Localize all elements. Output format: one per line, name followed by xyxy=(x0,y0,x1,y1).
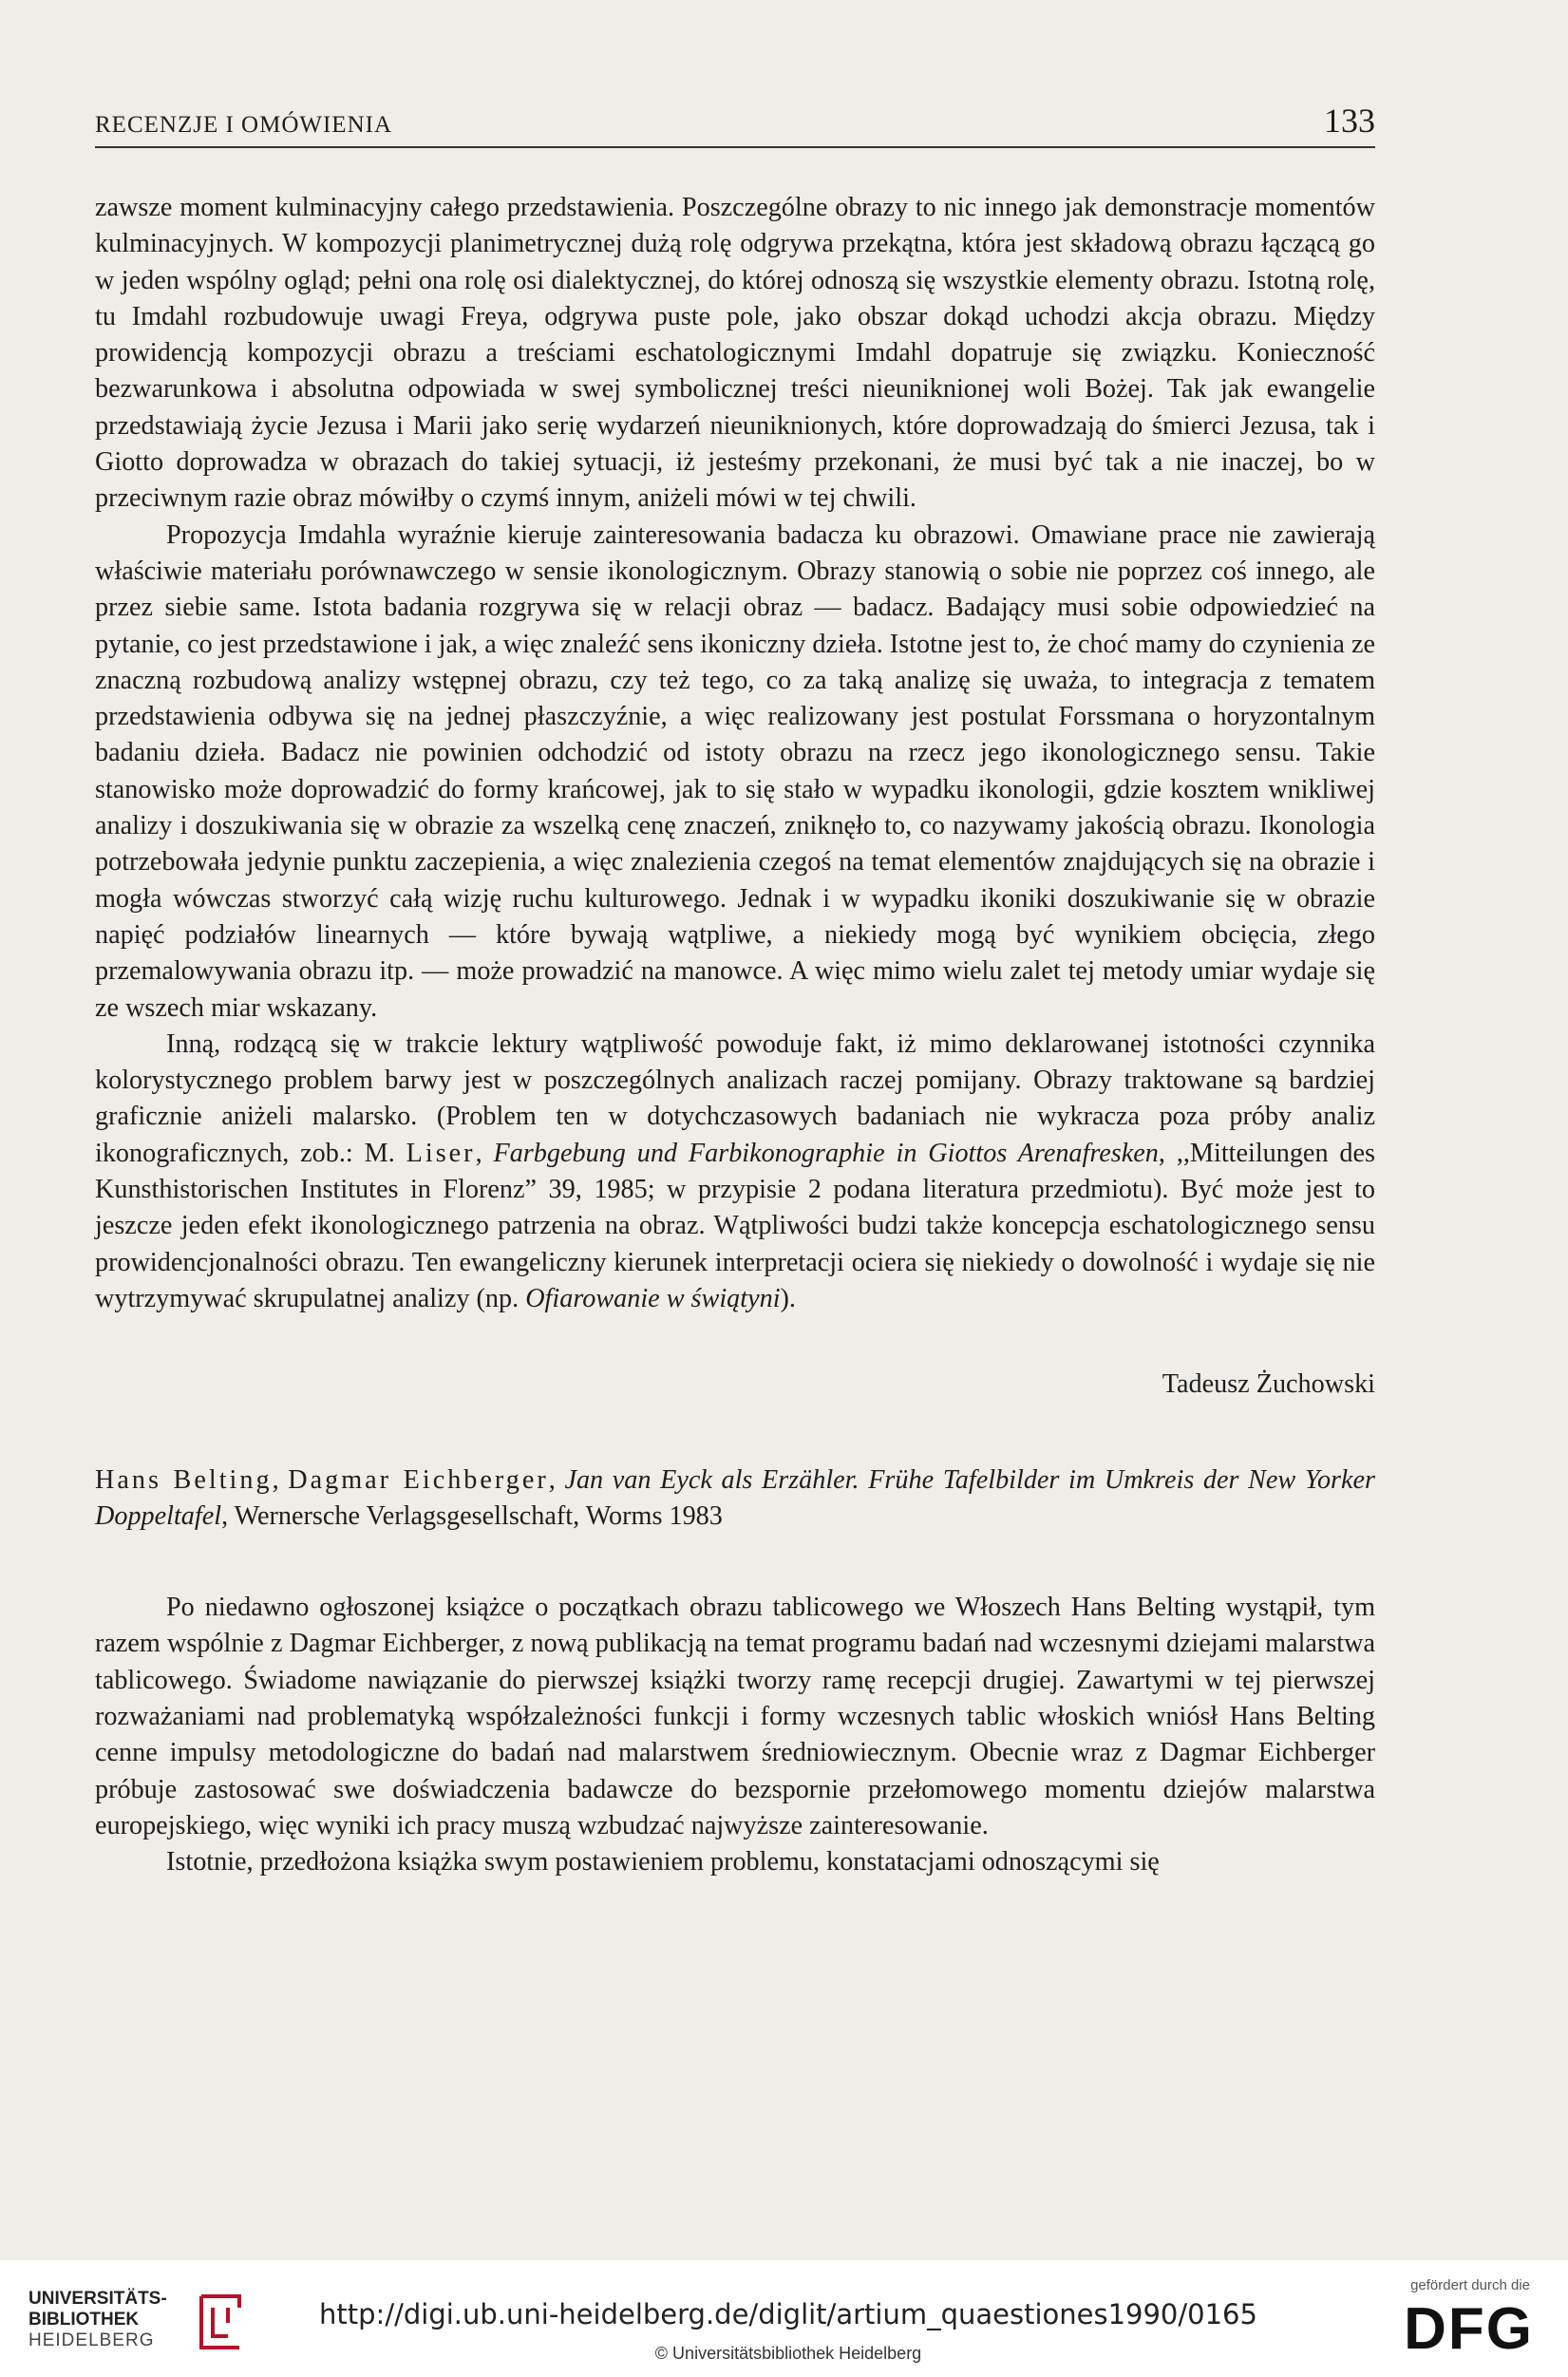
ub-red-mark-icon xyxy=(190,2289,247,2355)
ub-heidelberg-logo[interactable] xyxy=(28,2289,247,2355)
paragraph-3-text-c: , ,,Mitteilungen des Kunsthistorischen Institutes in Florenz” 39, 1985; w przypisie 2 podana literatura przedmiotu). Być może jest to jeszcze jeden efekt ikonologicznego patrzenia na obraz. Wątpliwości budzi także koncepcja eschatologicznego sensu prowidencjonalności obrazu. Ten ewangeliczny kierunek interpretacji ociera się niekiedy o dowolność i wydaje się nie wytrzymywać skrupulatnej analizy (np. xyxy=(95,1138,1376,1313)
review-book-title: Jan van Eyck als Erzähler. Frühe Tafelbilder im Umkreis der New Yorker Doppeltafel xyxy=(95,1464,1375,1531)
library-line-3: HEIDELBERG xyxy=(28,2330,155,2350)
paragraph-3-text-a: Inną, rodzącą się w trakcie lektury wątpliwość powoduje fakt, iż mimo deklarowanej istotności czynnika kolorystycznego problem barwy jest w poszczególnych analizach raczej pomijany. Obrazy traktowane są bardziej graficznie aniżeli malarsko. (Problem ten w dotychczasowych badaniach nie wykracza poza próby analiz ikonograficznych, zob.: M. xyxy=(95,1028,1375,1168)
review-sep-2: , xyxy=(548,1464,565,1495)
review-signature: Tadeusz Żuchowski xyxy=(1162,1369,1375,1400)
review-paragraph-2: Istotnie, przedłożona książka swym postawieniem problemu, konstatacjami odnoszącymi się xyxy=(166,1847,1160,1877)
paragraph-3-text-b: , xyxy=(475,1138,494,1168)
cited-title: Farbgebung und Farbikonographie in Giottos Arenafresken xyxy=(493,1138,1159,1168)
library-line-1: UNIVERSITÄTS- xyxy=(28,2289,167,2309)
paragraph-3-text-d: ). xyxy=(780,1283,796,1313)
review-paragraph-1: Po niedawno ogłoszonej książce o początkach obrazu tablicowego we Włoszech Hans Belting wystąpił, tym razem wspólnie z Dagmar Eichberger, z nową publikacją na temat programu badań nad wczesnymi dziejami malarstwa tablicowego. Świadome nawiązanie do pierwszej książki tworzy ramę recepcji drugiej. Zawartymi w tej pierwszej rozważaniami nad problematyką współzależności funkcji i formy wczesnych tablic włoskich wniósł Hans Belting cenne impulsy metodologiczne do badań nad malarstwem średniowiecznym. Obecnie wraz z Dagmar Eichberger próbuje zastosować swe doświadczenia badawcze do bezspornie przełomowego momentu dziejów malarstwa europejskiego, więc wyniki ich pracy muszą wzbudzać najwyższe zainteresowanie. xyxy=(95,1593,1375,1840)
library-line-2: BIBLIOTHEK xyxy=(28,2310,140,2330)
page-body xyxy=(95,190,1375,1880)
review-publisher: , Wernersche Verlagsgesellschaft, Worms 1983 xyxy=(221,1500,723,1531)
paragraph-3 xyxy=(95,1027,1375,1317)
paragraph-2: Propozycja Imdahla wyraźnie kieruje zainteresowania badacza ku obrazowi. Omawiane prace nie zawierają właściwie materiału porównawczego w sensie ikonologicznym. Obrazy stanowią o sobie nie poprzez coś innego, ale przez siebie same. Istota badania rozgrywa się w relacji obraz — badacz. Badający musi sobie odpowiedzieć na pytanie, co jest przedstawione i jak, a więc znaleźć sens ikoniczny dzieła. Istotne jest to, że choć mamy do czynienia ze znaczną rozbudową analizy wstępnej obrazu, czy też tego, co za taką analizę się uważa, to integracja z tematem przedstawienia odbywa się na jednej płaszczyźnie, a więc realizowany jest postulat Forssmana o horyzontalnym badaniu dzieła. Badacz nie powinien odchodzić od istoty obrazu na rzecz jego ikonologicznego sensu. Takie stanowisko może doprowadzić do formy krańcowej, jak to się stało w wypadku ikonologii, gdzie kosztem wnikliwej analizy i doszukiwania się w obrazie za wszelką cenę znaczeń, zniknęło to, co nazywamy jakością obrazu. Ikonologia potrzebowała jedynie punktu zaczepienia, a więc znalezienia czegoś na temat elementów znajdujących się na obrazie i mogła wówczas stworzyć całą wizję ruchu kulturowego. Jednak i w wypadku ikoniki doszukiwanie się w obrazie napięć podziałów linearnych — które bywają wątpliwe, a niekiedy mogą być wynikiem obcięcia, złego przemalowywania obrazu itp. — może prowadzić na manowce. A więc mimo wielu zalet tej metody umiar wydaje się ze wszech miar wskazany. xyxy=(95,519,1375,1023)
page-number: 133 xyxy=(1324,102,1375,140)
review-heading xyxy=(95,1462,1375,1536)
copyright-notice: © Universitätsbibliothek Heidelberg xyxy=(654,2344,922,2363)
cited-example: Ofiarowanie w świątyni xyxy=(525,1283,781,1313)
digital-copy-url[interactable]: http://digi.ub.uni-heidelberg.de/diglit/artium_quaestiones1990/0165 xyxy=(319,2298,1257,2330)
review-body xyxy=(95,1590,1375,1880)
dfg-logo[interactable]: DFG xyxy=(1404,2296,1534,2362)
running-header xyxy=(95,102,1375,148)
review-author-1: Hans Belting xyxy=(95,1464,273,1495)
review-author-2: Dagmar Eichberger xyxy=(288,1464,549,1495)
paragraph-1: zawsze moment kulminacyjny całego przedstawienia. Poszczególne obrazy to nic innego jak demonstracje momentów kulminacyjnych. W kompozycji planimetrycznej dużą rolę odgrywa przekątna, która jest składową obrazu łączącą go w jeden wspólny ogląd; pełni ona rolę osi dialektycznej, do której odnoszą się wszystkie elementy obrazu. Istotną rolę, tu Imdahl rozbudowuje uwagi Freya, odgrywa puste pole, jako obszar dokąd uchodzi akcja obrazu. Między prowidencją kompozycji obrazu a treściami eschatologicznymi Imdahl dopatruje się związku. Konieczność bezwarunkowa i absolutna odpowiada w swej symbolicznej treści nieuniknionej woli Bożej. Tak jak ewangelie przedstawiają życie Jezusa i Marii jako serię wydarzeń nieuniknionych, które doprowadzają do śmierci Jezusa, tak i Giotto doprowadza w obrazach do takiej sytuacji, iż jesteśmy przekonani, że musi być tak a nie inaczej, bo w przeciwnym razie obraz mówiłby o czymś innym, aniżeli mówi w tej chwili. xyxy=(95,193,1375,514)
funding-note: gefördert durch die xyxy=(1410,2277,1530,2293)
cited-author: Liser xyxy=(406,1138,476,1168)
running-title: RECENZJE I OMÓWIENIA xyxy=(95,112,393,138)
digitization-footer xyxy=(0,2260,1568,2377)
review-sep-1: , xyxy=(272,1464,289,1495)
